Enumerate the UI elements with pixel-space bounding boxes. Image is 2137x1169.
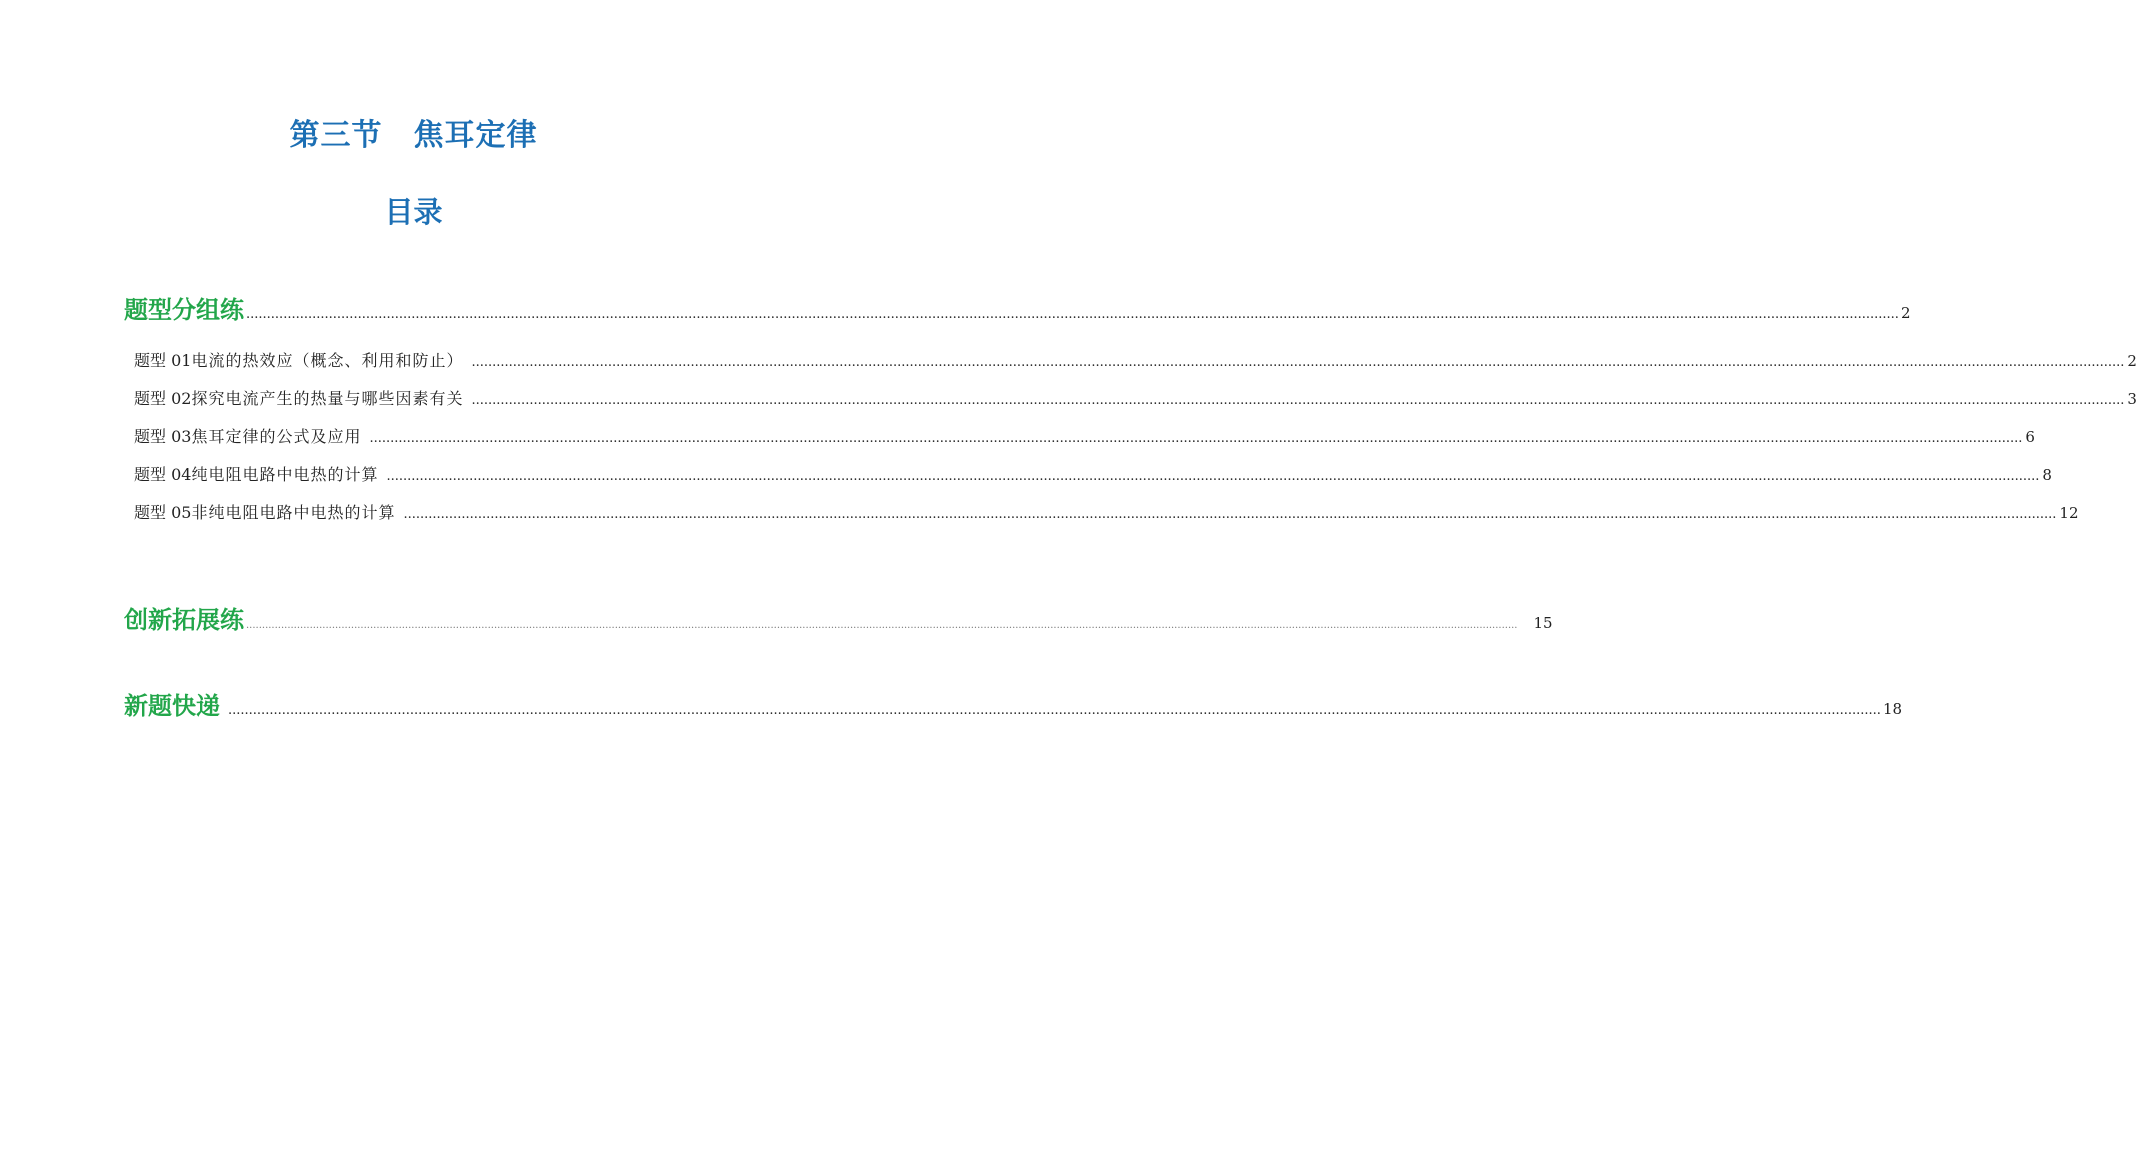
- section-heading: 题型分组练: [124, 296, 244, 324]
- item-tag: 题型 03: [134, 427, 192, 446]
- dot-leader: ................................................................................................................................................................................................................................................................................................................................................................................................................: [228, 703, 1881, 718]
- toc-item[interactable]: [134, 424, 2035, 447]
- item-label: 探究电流产生的热量与哪些因素有关: [191, 389, 464, 408]
- item-tag: 题型 04: [134, 465, 192, 484]
- dot-leader: ................................................................................................................................................................................................................................................................................................................................................................................................................: [369, 431, 2023, 446]
- dot-leader: ................................................................................................................................................................................................................................................................................................................................................................................................................: [471, 355, 2125, 370]
- dot-leader: ................................................................................................................................................................................................................................................................................................................................................................................................................: [403, 507, 2057, 522]
- item-tag: 题型 01: [134, 351, 192, 370]
- page-number: 8: [2042, 466, 2052, 484]
- toc-item[interactable]: [134, 348, 2137, 371]
- dot-leader: ................................................................................................................................................................................................................................................................................................................................................................................................................: [246, 620, 1518, 631]
- toc-section-grouped-practice[interactable]: [124, 290, 1911, 325]
- dot-leader: ................................................................................................................................................................................................................................................................................................................................................................................................................: [386, 469, 2040, 484]
- toc-section-innovation-practice[interactable]: [124, 600, 1553, 635]
- page-number: 2: [2127, 352, 2137, 370]
- page-number: 12: [2059, 504, 2079, 522]
- section-heading: 创新拓展练: [124, 606, 244, 634]
- toc-item[interactable]: [134, 462, 2052, 485]
- page-number: 3: [2127, 390, 2137, 408]
- item-label: 焦耳定律的公式及应用: [191, 427, 362, 446]
- item-tag: 题型 02: [134, 389, 192, 408]
- item-label: 纯电阻电路中电热的计算: [191, 465, 379, 484]
- dot-leader: ................................................................................................................................................................................................................................................................................................................................................................................................................: [471, 393, 2125, 408]
- item-label: 非纯电阻电路中电热的计算: [191, 503, 396, 522]
- page-title: 第三节 焦耳定律: [289, 118, 538, 153]
- item-label: 电流的热效应（概念、利用和防止）: [191, 351, 464, 370]
- section-heading: 新题快递: [124, 692, 220, 720]
- page-number: 6: [2025, 428, 2035, 446]
- page-number: 2: [1900, 304, 1911, 322]
- toc-item[interactable]: [134, 386, 2137, 409]
- page-number: 18: [1882, 700, 1903, 718]
- page-number: 15: [1533, 614, 1553, 632]
- item-tag: 题型 05: [134, 503, 192, 522]
- toc-section-new-questions[interactable]: [124, 686, 1903, 721]
- dot-leader: ................................................................................................................................................................................................................................................................................................................................................................................................................: [246, 307, 1899, 322]
- toc-item[interactable]: [134, 500, 2079, 523]
- toc-title: 目录: [384, 195, 443, 229]
